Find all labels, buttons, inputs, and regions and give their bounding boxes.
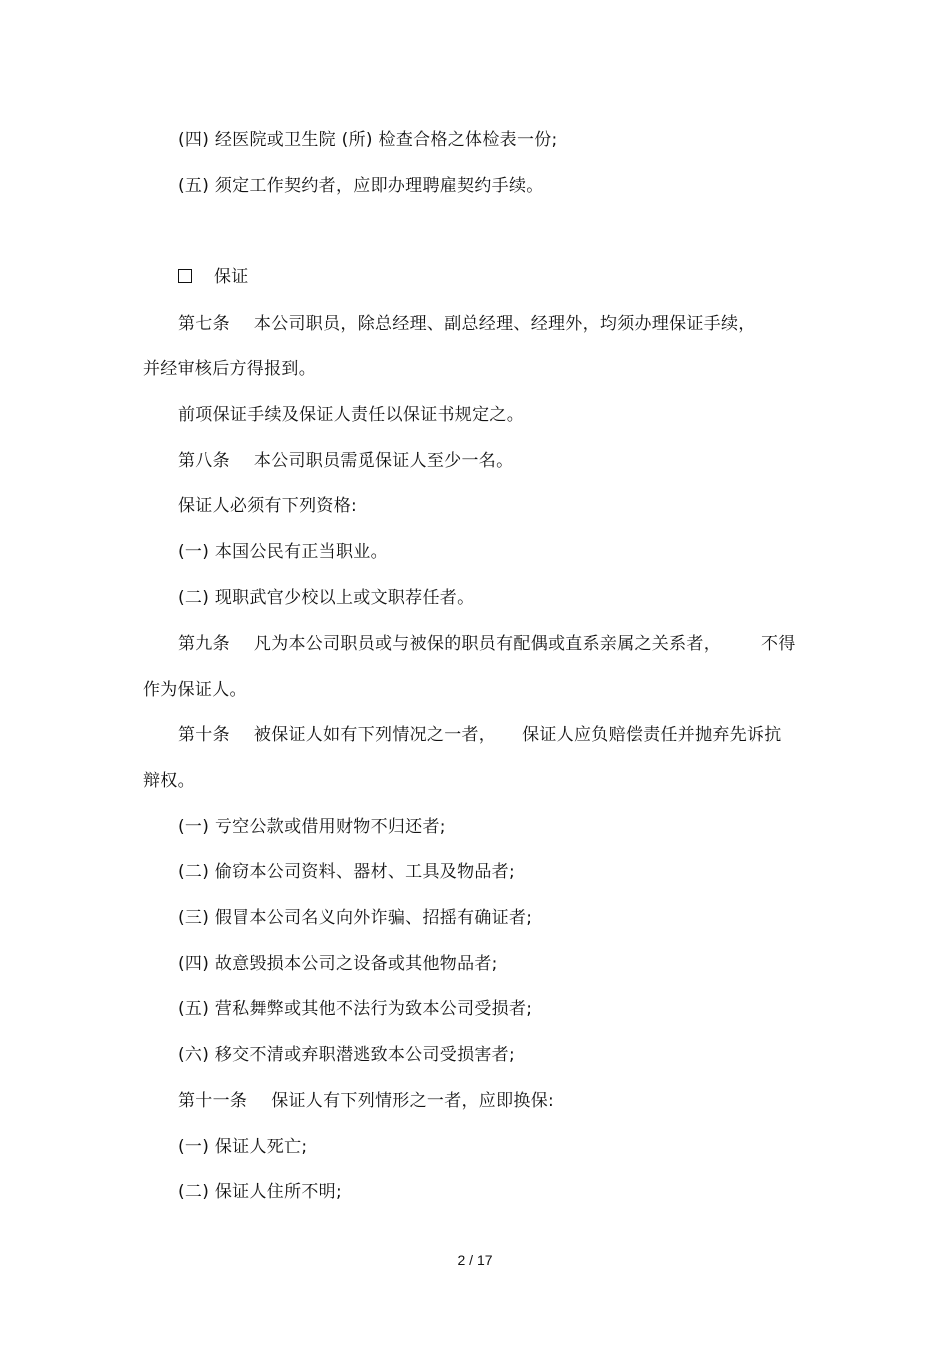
article-text: 保证人有下列情形之一者，应即换保: xyxy=(271,1091,555,1111)
article-text: 本公司职员，除总经理、副总经理、经理外，均须办理保证手续， xyxy=(253,314,756,334)
list-item: (一) 本国公民有正当职业。 xyxy=(178,542,388,562)
list-item: (二) 保证人住所不明; xyxy=(178,1182,342,1202)
article-label: 第十条 xyxy=(178,725,230,745)
article-continuation: 作为保证人。 xyxy=(143,680,247,700)
list-item: (二) 现职武官少校以上或文职荐任者。 xyxy=(178,588,475,608)
list-item: (二) 偷窃本公司资料、器材、工具及物品者; xyxy=(178,862,515,882)
paragraph: 保证人必须有下列资格: xyxy=(178,496,358,516)
list-item: (五) 营私舞弊或其他不法行为致本公司受损者; xyxy=(178,999,533,1019)
article-8 xyxy=(178,450,513,472)
article-10 xyxy=(178,724,782,746)
article-11 xyxy=(178,1090,554,1112)
list-item: (四) 经医院或卫生院 (所) 检查合格之体检表一份; xyxy=(178,130,558,150)
article-7 xyxy=(178,313,756,335)
article-label: 第七条 xyxy=(178,314,230,334)
section-heading xyxy=(178,266,249,288)
list-item: (一) 保证人死亡; xyxy=(178,1137,308,1157)
list-item: (六) 移交不清或弃职潜逃致本公司受损害者; xyxy=(178,1045,515,1065)
section-heading-text: 保证 xyxy=(214,267,249,287)
article-continuation: 辩权。 xyxy=(143,771,195,791)
article-9 xyxy=(178,633,796,655)
article-text: 被保证人如有下列情况之一者， xyxy=(253,725,497,745)
article-label: 第八条 xyxy=(178,451,230,471)
article-text-tail: 不得 xyxy=(761,634,796,654)
list-item: (五) 须定工作契约者，应即办理聘雇契约手续。 xyxy=(178,176,544,196)
article-label: 第十一条 xyxy=(178,1091,248,1111)
list-item: (三) 假冒本公司名义向外诈骗、招摇有确证者; xyxy=(178,908,533,928)
list-item: (一) 亏空公款或借用财物不归还者; xyxy=(178,817,446,837)
checkbox-square-icon xyxy=(178,269,192,283)
article-label: 第九条 xyxy=(178,634,230,654)
list-item: (四) 故意毁损本公司之设备或其他物品者; xyxy=(178,954,498,974)
page-number: 2 / 17 xyxy=(457,1252,493,1268)
article-text: 凡为本公司职员或与被保的职员有配偶或直系亲属之关系者， xyxy=(253,634,722,654)
article-text-tail: 保证人应负赔偿责任并抛弃先诉抗 xyxy=(522,725,782,745)
article-text: 本公司职员需觅保证人至少一名。 xyxy=(253,451,514,471)
paragraph: 前项保证手续及保证人责任以保证书规定之。 xyxy=(178,405,524,425)
article-continuation: 并经审核后方得报到。 xyxy=(143,359,316,379)
